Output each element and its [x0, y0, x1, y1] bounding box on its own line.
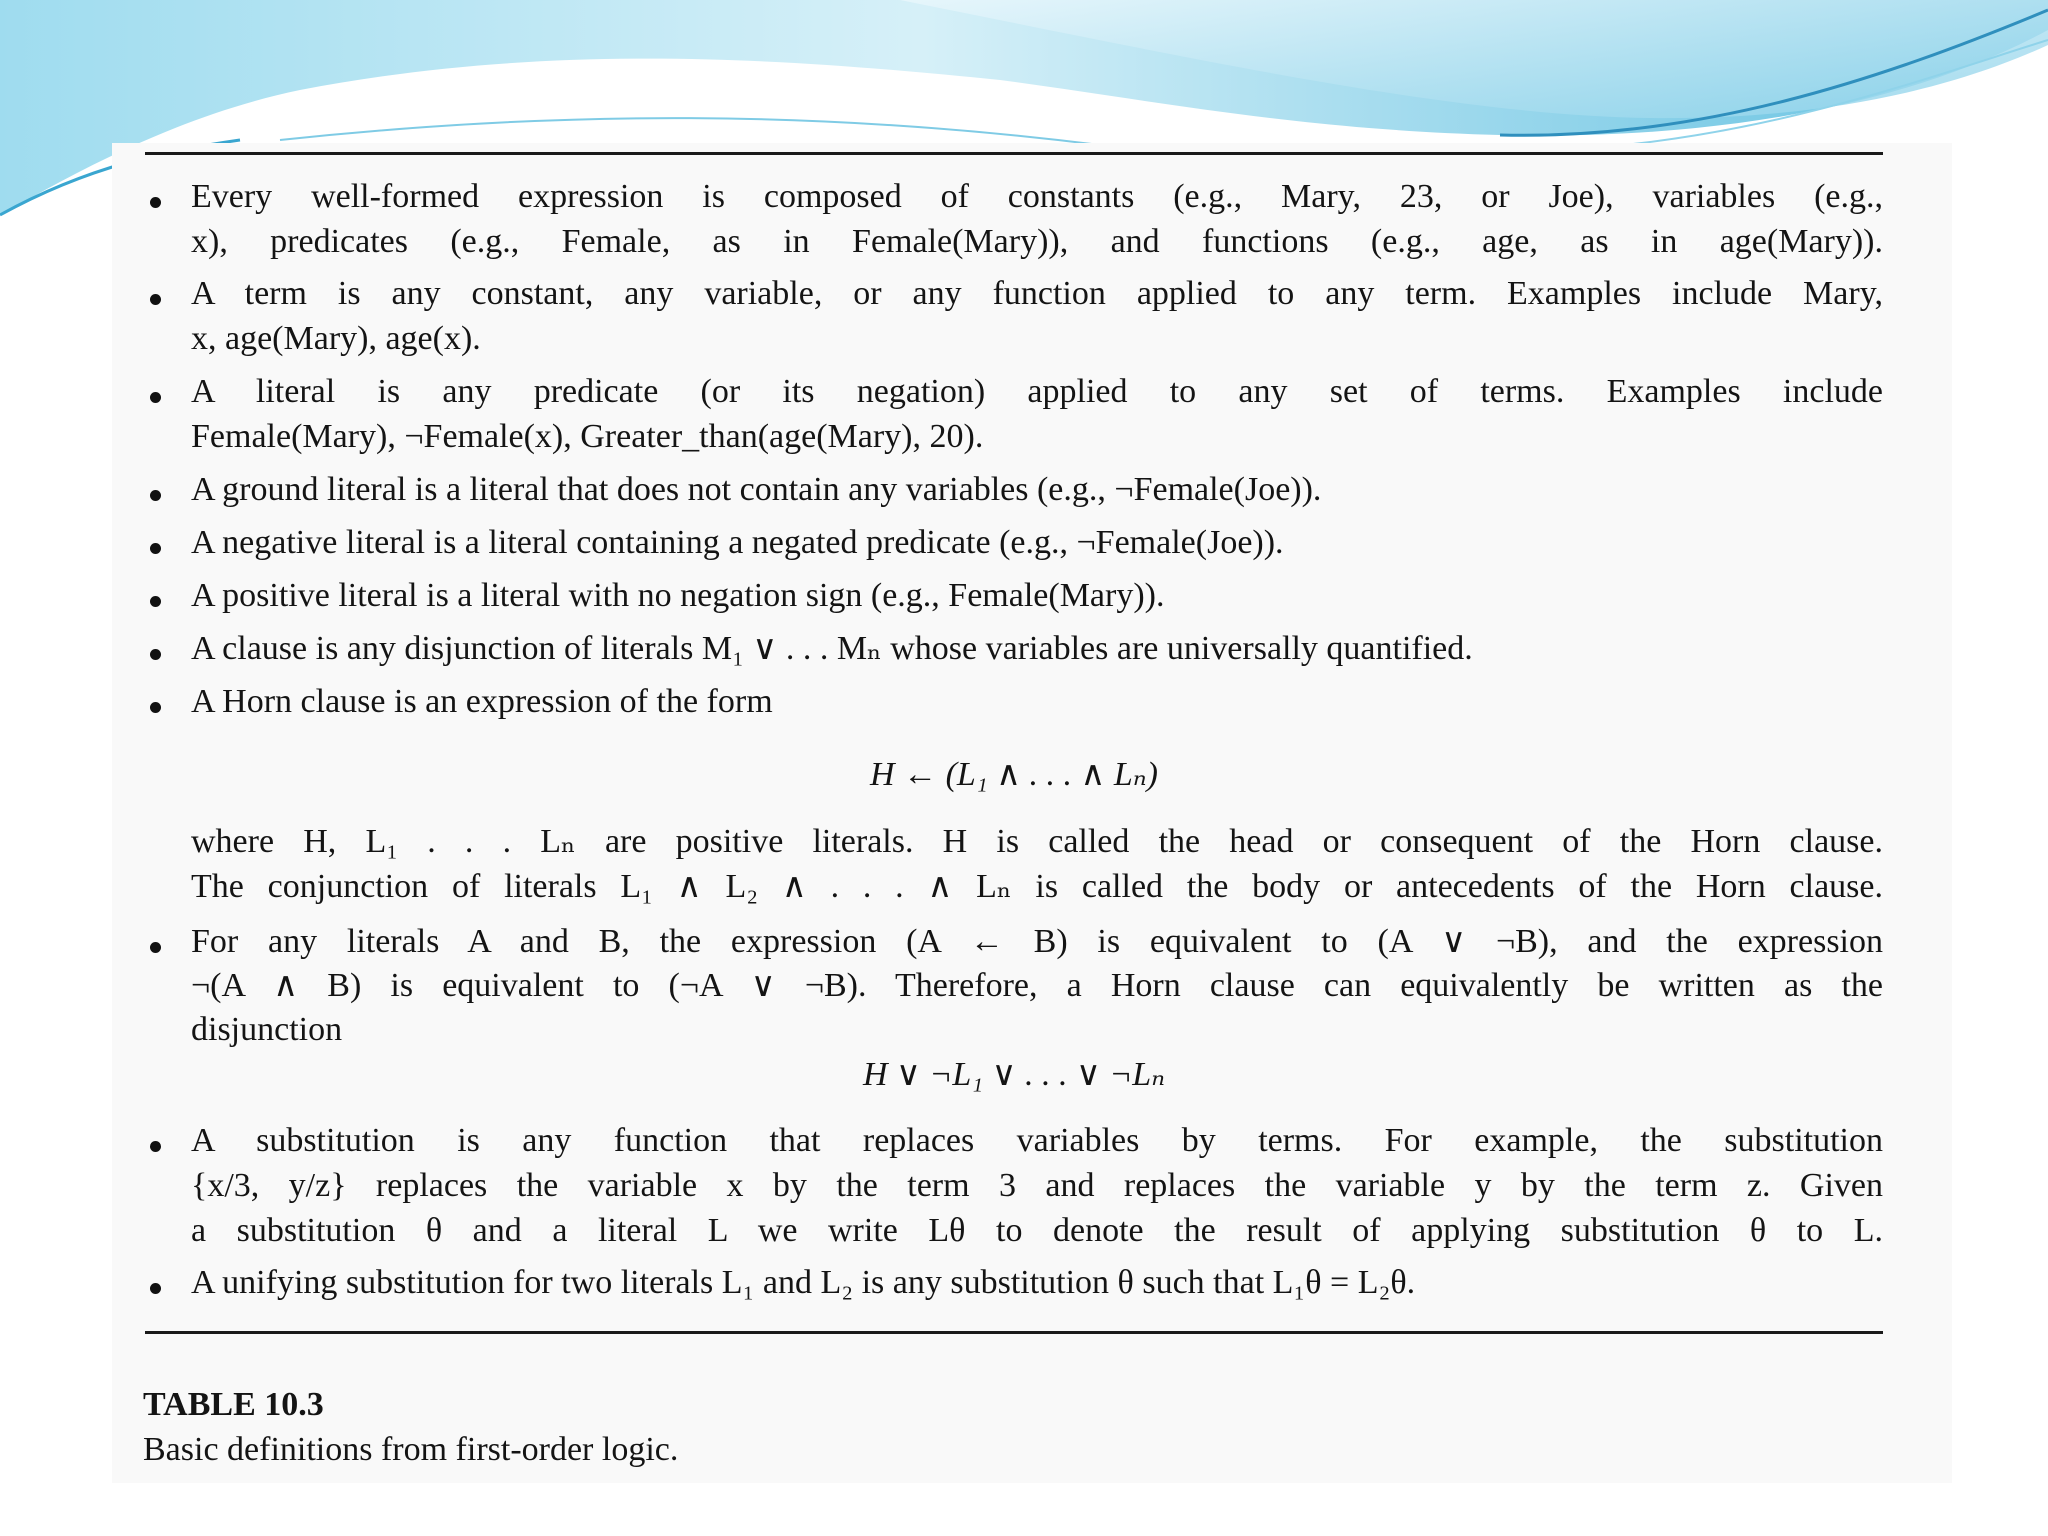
item-text-line: A ground literal is a literal that does not contain any variables (e.g., ¬Female(Joe)).: [191, 471, 1322, 508]
item-text-line: ¬(A ∧ B) is equivalent to (¬A ∨ ¬B). Therefore, a Horn clause can equivalently be written as the: [191, 967, 1883, 1004]
item-text-line: A negative literal is a literal containing a negated predicate (e.g., ¬Female(Joe)).: [191, 524, 1284, 561]
bottom-rule: [145, 1331, 1883, 1334]
horn-clause-formula: H ← (L₁ ∧ . . . ∧ Lₙ): [870, 756, 1158, 793]
bullet: [150, 294, 161, 305]
bullet: [150, 490, 161, 501]
item-text-line: A Horn clause is an expression of the form: [191, 683, 773, 720]
item-text-line: disjunction: [191, 1011, 343, 1048]
item-text-line: A literal is any predicate (or its negation) applied to any set of terms. Examples include: [191, 373, 1883, 410]
item-text-line: A term is any constant, any variable, or any function applied to any term. Examples include Mary,: [191, 275, 1883, 312]
item-text-line: Female(Mary), ¬Female(x), Greater_than(age(Mary), 20).: [191, 418, 984, 455]
item-text-line: {x/3, y/z} replaces the variable x by the term 3 and replaces the variable y by the term z. Given: [191, 1167, 1883, 1204]
item-text-line: A unifying substitution for two literals L₁ and L₂ is any substitution θ such that L₁θ = L₂θ.: [191, 1264, 1416, 1301]
item-text-line: A substitution is any function that replaces variables by terms. For example, the substitution: [191, 1122, 1883, 1159]
item-text-line: Every well-formed expression is composed of constants (e.g., Mary, 23, or Joe), variables (e.g.,: [191, 178, 1883, 215]
disjunction-formula: H ∨ ¬L₁ ∨ . . . ∨ ¬Lₙ: [862, 1056, 1165, 1093]
bullet: [150, 197, 161, 208]
item-text-line: For any literals A and B, the expression (A ← B) is equivalent to (A ∨ ¬B), and the expression: [191, 923, 1883, 960]
bullet: [150, 649, 161, 660]
item-text-line: x), predicates (e.g., Female, as in Female(Mary)), and functions (e.g., age, as in age(Mary)).: [191, 223, 1883, 260]
item-text-line: a substitution θ and a literal L we write Lθ to denote the result of applying substitution θ to L.: [191, 1212, 1883, 1249]
bullet: [150, 543, 161, 554]
item-text-line: where H, L₁ . . . Lₙ are positive literals. H is called the head or consequent of the Horn clause.: [191, 823, 1883, 860]
item-text-line: A positive literal is a literal with no negation sign (e.g., Female(Mary)).: [191, 577, 1165, 614]
bullet: [150, 1283, 161, 1294]
bullet: [150, 392, 161, 403]
bullet: [150, 1141, 161, 1152]
bullet: [150, 596, 161, 607]
top-rule: [145, 152, 1883, 155]
table-caption-text: Basic definitions from first-order logic.: [143, 1431, 679, 1468]
table-caption-label: TABLE 10.3: [143, 1386, 324, 1423]
item-text-line: The conjunction of literals L₁ ∧ L₂ ∧ . . . ∧ Lₙ is called the body or antecedents of the Horn clause.: [191, 868, 1883, 905]
bullet: [150, 942, 161, 953]
item-text-line: A clause is any disjunction of literals M₁ ∨ . . . Mₙ whose variables are universally quantified.: [191, 630, 1473, 667]
bullet: [150, 702, 161, 713]
item-text-line: x, age(Mary), age(x).: [191, 320, 481, 357]
